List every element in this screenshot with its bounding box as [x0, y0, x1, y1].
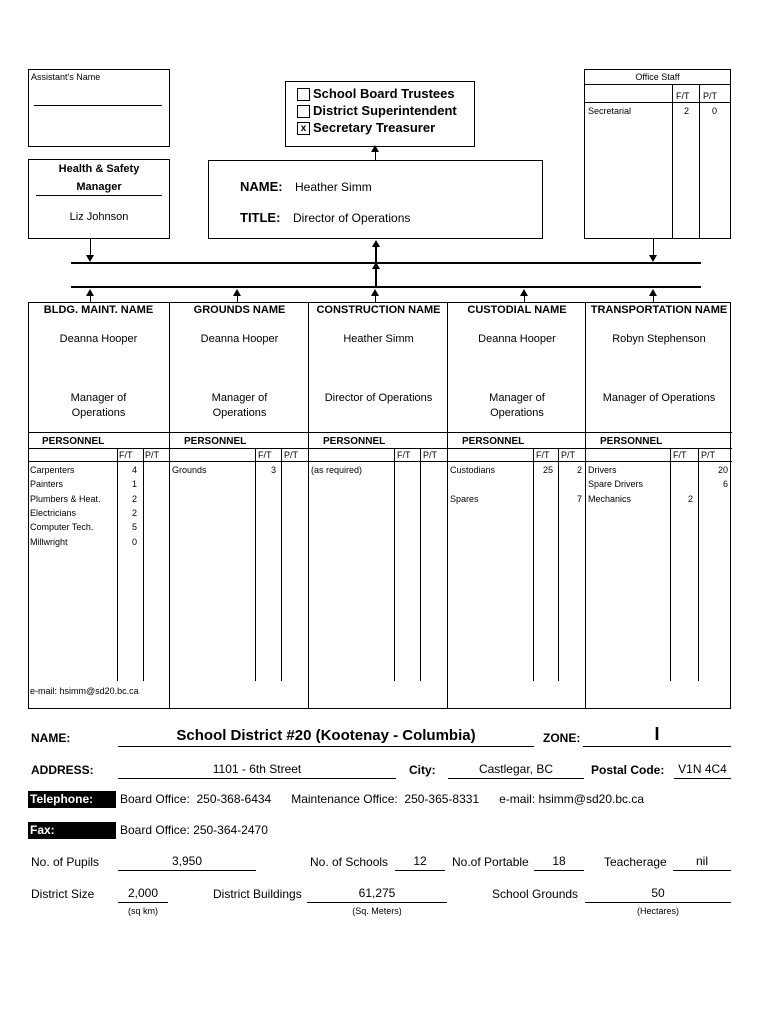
footer-zone: I [583, 724, 731, 747]
footer-teacherage-label: Teacherage [604, 855, 667, 869]
dept-manager-title: Manager of Operations [211, 392, 268, 419]
assistant-box [28, 69, 170, 147]
dept-divider [448, 432, 586, 433]
office-staff-box [584, 69, 731, 239]
arrow-up-icon [371, 289, 379, 296]
dept-column-transportation-name [585, 302, 731, 709]
personnel-role: Spares [450, 493, 479, 504]
health-safety-manager-name: Liz Johnson [69, 211, 129, 223]
dept-divider [309, 432, 448, 433]
personnel-role: Spare Drivers [588, 479, 644, 490]
dept-ft-header: F/T [258, 450, 272, 460]
arrow-up-icon [86, 289, 94, 296]
health-safety-title-2: Manager [76, 181, 122, 193]
arrow-down-icon [86, 255, 94, 262]
footer-pupils-label: No. of Pupils [31, 855, 100, 869]
footer-size-unit: (sq km) [128, 906, 158, 916]
footer-district-name: School District #20 (Kootenay - Columbia) [118, 727, 534, 747]
personnel-role: Drivers [588, 465, 617, 475]
dept-divider [28, 461, 169, 462]
personnel-pt: 20 [717, 465, 728, 475]
main-title-label: TITLE: [240, 210, 281, 225]
dept-ft-header: F/T [397, 450, 411, 460]
dept-column-construction-name [308, 302, 447, 709]
footer-portable: 18 [534, 854, 584, 871]
main-name-label: NAME: [240, 179, 283, 194]
personnel-role: (as required) [311, 465, 363, 475]
footer-buildings-unit: (Sq. Meters) [352, 906, 402, 916]
dept-col-line [394, 448, 395, 681]
connector-line-bottom [71, 286, 701, 288]
list-item [588, 477, 730, 491]
dept-header: TRANSPORTATION NAME [590, 304, 728, 316]
footer-city: Castlegar, BC [448, 762, 584, 779]
list-item [30, 506, 167, 520]
list-item [450, 463, 584, 477]
dept-personnel-label: PERSONNEL [323, 436, 386, 447]
option-district-superintendent: District Superintendent [313, 103, 457, 118]
personnel-role: Mechanics [588, 493, 632, 504]
checkbox-district-superintendent[interactable] [297, 105, 310, 118]
dept-column-bldg-maint-name [28, 302, 169, 709]
footer-address-label: ADDRESS: [31, 763, 94, 777]
dept-manager-name: Deanna Hooper [59, 333, 138, 345]
dept-header: BLDG. MAINT. NAME [43, 304, 154, 316]
personnel-ft: 5 [131, 522, 137, 533]
footer-grounds-unit: (Hectares) [636, 906, 679, 916]
personnel-pt: 6 [722, 479, 728, 490]
dept-divider [309, 448, 448, 449]
office-staff-title: Office Staff [635, 72, 680, 82]
footer-grounds: 50 [585, 886, 731, 903]
office-staff-pt-header: P/T [703, 91, 718, 101]
dept-divider [586, 461, 732, 462]
dept-manager-name: Deanna Hooper [478, 333, 556, 345]
checkbox-school-board[interactable] [297, 88, 310, 101]
personnel-ft: 2 [687, 493, 693, 504]
dept-column-custodial-name [447, 302, 585, 709]
dept-divider [448, 448, 586, 449]
reports-to-box [285, 81, 475, 147]
footer-size: 2,000 [118, 886, 168, 903]
assistant-label: Assistant's Name [31, 72, 101, 82]
option-secretary-treasurer: Secretary Treasurer [313, 120, 436, 135]
footer-fax-label: Fax: [28, 822, 116, 839]
dept-personnel-label: PERSONNEL [600, 436, 663, 447]
dept-header: CUSTODIAL NAME [467, 304, 567, 316]
footer-grounds-label: School Grounds [492, 887, 579, 901]
list-item [450, 492, 584, 506]
personnel-role: Computer Tech. [30, 522, 94, 533]
dept-pt-header: P/T [145, 450, 160, 460]
dept-divider [170, 461, 309, 462]
dept-manager-title: Manager of Operations [489, 392, 545, 419]
dept-divider [309, 461, 448, 462]
arrow-up-icon [371, 145, 379, 152]
assistant-name-line [34, 105, 162, 106]
connector-line-top [71, 262, 701, 264]
footer-buildings-label: District Buildings [213, 887, 302, 901]
office-staff-row-pt: 0 [712, 106, 718, 116]
office-staff-row-name: Secretarial [588, 106, 632, 116]
dept-email: e-mail: hsimm@sd20.bc.ca [30, 686, 139, 696]
list-item [30, 535, 167, 549]
list-item [311, 463, 446, 477]
footer-city-label: City: [409, 763, 436, 777]
footer-telephone: Board Office: 250-368-6434 Maintenance Office: 250-365-8331 e-mail: hsimm@sd20.bc.ca [120, 792, 645, 806]
health-safety-box [28, 159, 170, 239]
dept-pt-header: P/T [423, 450, 438, 460]
dept-col-line [255, 448, 256, 681]
personnel-role: Plumbers & Heat. [30, 493, 101, 504]
footer-teacherage: nil [673, 854, 731, 871]
dept-pt-header: P/T [561, 450, 576, 460]
office-staff-ft-header: F/T [676, 91, 690, 101]
checkbox-secretary-treasurer[interactable]: x [297, 122, 310, 135]
dept-manager-title: Manager of Operations [602, 392, 716, 404]
arrow-up-icon [372, 262, 380, 269]
arrow-down-icon [649, 255, 657, 262]
dept-personnel-label: PERSONNEL [462, 436, 525, 447]
option-school-board: School Board Trustees [313, 86, 455, 101]
footer-name-label: NAME: [31, 731, 71, 745]
dept-ft-header: F/T [119, 450, 133, 460]
footer-zone-label: ZONE: [543, 731, 581, 745]
list-item [30, 520, 167, 534]
dept-divider [28, 432, 169, 433]
footer-portable-label: No.of Portable [452, 855, 529, 869]
footer-fax: Board Office: 250-364-2470 [120, 823, 268, 837]
footer-pupils: 3,950 [118, 854, 256, 871]
list-item [450, 477, 584, 491]
personnel-ft: 25 [542, 465, 553, 475]
arrow-up-icon [649, 289, 657, 296]
dept-manager-name: Heather Simm [343, 333, 414, 345]
personnel-ft: 0 [131, 536, 137, 547]
dept-manager-title: Director of Operations [324, 392, 433, 404]
footer-address: 1101 - 6th Street [118, 762, 396, 779]
list-item [172, 463, 307, 477]
dept-manager-name: Robyn Stephenson [612, 333, 706, 345]
list-item [30, 477, 167, 491]
footer-schools: 12 [395, 854, 445, 871]
personnel-ft: 1 [131, 479, 137, 490]
footer-postal: V1N 4C4 [674, 762, 731, 779]
main-name: Heather Simm [295, 180, 372, 194]
personnel-pt: 7 [576, 493, 582, 504]
list-item [30, 463, 167, 477]
arrow-up-icon [372, 240, 380, 247]
dept-divider [448, 461, 586, 462]
personnel-pt: 2 [576, 465, 582, 475]
dept-pt-header: P/T [701, 450, 716, 460]
connector-up-main [375, 151, 376, 160]
dept-manager-name: Deanna Hooper [200, 333, 279, 345]
dept-divider [170, 448, 309, 449]
arrow-up-icon [520, 289, 528, 296]
dept-personnel-label: PERSONNEL [184, 436, 247, 447]
personnel-role: Painters [30, 479, 64, 490]
personnel-role: Carpenters [30, 465, 75, 475]
dept-pt-header: P/T [284, 450, 299, 460]
footer-schools-label: No. of Schools [310, 855, 389, 869]
footer-buildings: 61,275 [307, 886, 447, 903]
personnel-role: Millwright [30, 536, 68, 547]
personnel-ft: 2 [131, 507, 137, 518]
list-item [30, 492, 167, 506]
dept-header: GROUNDS NAME [193, 304, 286, 316]
personnel-role: Custodians [450, 465, 496, 475]
personnel-role: Electricians [30, 507, 77, 518]
footer-telephone-label: Telephone: [28, 791, 116, 808]
dept-divider [586, 448, 732, 449]
personnel-role: Grounds [172, 465, 207, 475]
dept-column-grounds-name [169, 302, 308, 709]
dept-col-line [420, 448, 421, 681]
arrow-up-icon [233, 289, 241, 296]
dept-divider [586, 432, 732, 433]
footer-size-label: District Size [31, 887, 95, 901]
personnel-ft: 2 [131, 493, 137, 504]
dept-ft-header: F/T [673, 450, 687, 460]
dept-manager-title: Manager of Operations [70, 392, 127, 419]
footer-postal-label: Postal Code: [591, 763, 665, 777]
dept-divider [170, 432, 309, 433]
main-title: Director of Operations [293, 211, 411, 225]
dept-divider [28, 448, 169, 449]
personnel-ft: 3 [270, 465, 276, 475]
main-position-box [208, 160, 543, 239]
dept-ft-header: F/T [536, 450, 550, 460]
dept-header: CONSTRUCTION NAME [316, 304, 441, 316]
list-item [588, 463, 730, 477]
office-staff-row-ft: 2 [684, 106, 690, 116]
dept-col-line [281, 448, 282, 681]
dept-personnel-label: PERSONNEL [42, 436, 105, 447]
personnel-ft: 4 [131, 465, 137, 475]
list-item [588, 492, 730, 506]
health-safety-title: Health & Safety [58, 163, 140, 175]
